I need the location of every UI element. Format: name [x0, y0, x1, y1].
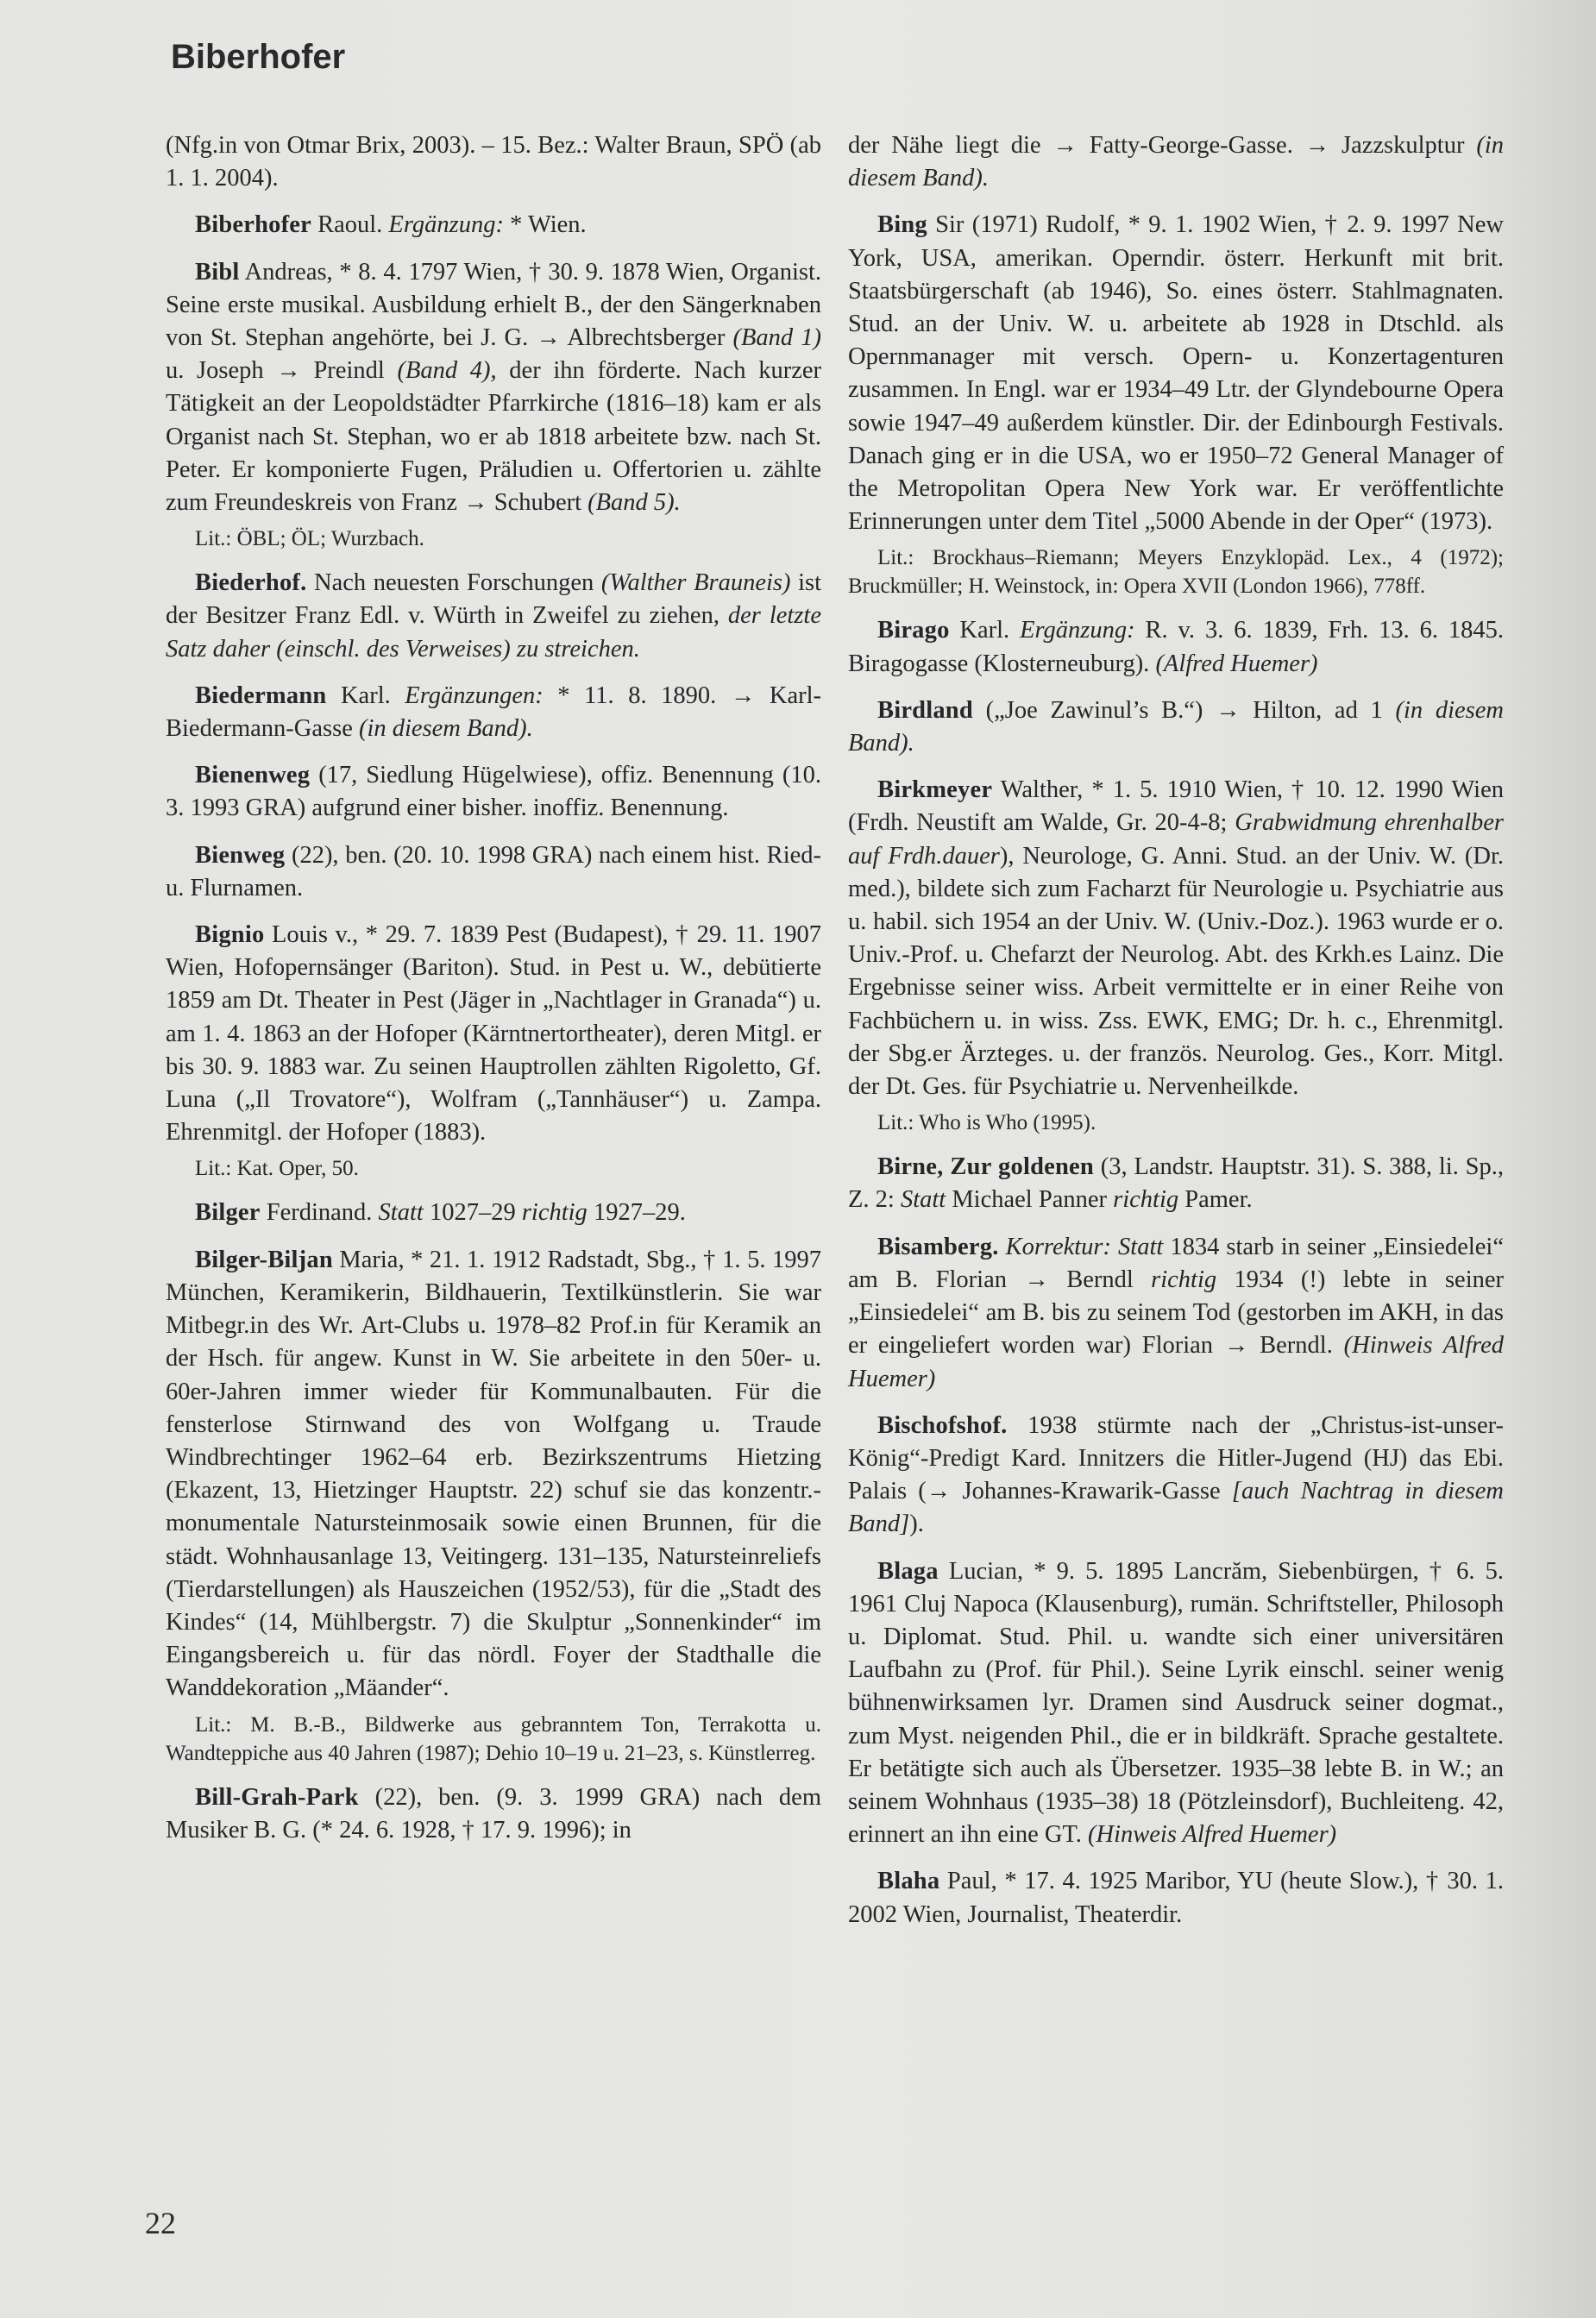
entry-headword: Bischofshof.	[877, 1411, 1008, 1439]
entry-text: 1834 starb in seiner „Einsiedelei“ am B. Florian → Berndl	[848, 1233, 1504, 1293]
entry-text: Karl.	[949, 617, 1021, 644]
entry-text: (22), ben. (20. 10. 1998 GRA) nach einem hist. Ried- u. Flurnamen.	[166, 841, 821, 901]
entry-text: Pamer.	[1178, 1186, 1253, 1214]
italic-text: (Band 4),	[397, 357, 497, 385]
entry-headword: Bignio	[195, 921, 265, 949]
entry-headword: Biberhofer	[195, 211, 311, 239]
entry-headword: Bibl	[195, 258, 240, 286]
entry-text: ).	[909, 1511, 924, 1538]
italic-text: Grabwidmung ehrenhalber auf Frdh.dauer	[848, 809, 1504, 870]
entry-text: Nach neuesten Forschungen	[306, 569, 601, 597]
italic-text: [auch Nachtrag in diesem Band]	[848, 1478, 1504, 1538]
dictionary-entry	[166, 759, 821, 825]
entry-text: Walther, * 1. 5. 1910 Wien, † 10. 12. 1990 Wien (Frdh. Neustift am Walde, Gr. 20-4-8;	[848, 776, 1504, 837]
literature-reference	[166, 1154, 821, 1183]
dictionary-entry	[848, 774, 1504, 1103]
dictionary-entry	[166, 1197, 821, 1229]
dictionary-entry	[166, 567, 821, 666]
entry-text: Lit.: ÖBL; ÖL; Wurzbach.	[195, 527, 424, 551]
italic-text: der letzte Satz daher (einschl. des Verweises) zu streichen.	[166, 602, 821, 663]
italic-text: Statt	[378, 1199, 424, 1227]
dictionary-entry	[848, 1151, 1504, 1216]
dictionary-entry	[848, 1865, 1504, 1931]
entry-headword: Biederhof.	[195, 569, 307, 597]
entry-text: (22), ben. (9. 3. 1999 GRA) nach dem Musiker B. G. (* 24. 6. 1928, † 17. 9. 1996); in	[166, 1783, 821, 1844]
entry-text: Lit.: Who is Who (1995).	[877, 1111, 1096, 1135]
entry-text: der Nähe liegt die → Fatty-George-Gasse. → Jazzskulptur	[848, 132, 1477, 159]
italic-text: (Hinweis Alfred Huemer)	[848, 1332, 1504, 1392]
entry-text: Lit.: Brockhaus–Riemann; Meyers Enzyklopäd. Lex., 4 (1972); Bruckmüller; H. Weinstock, in: Opera XVII (London 1966), 778ff.	[848, 546, 1504, 599]
dictionary-entry	[166, 256, 821, 520]
italic-text: richtig	[521, 1199, 588, 1227]
entry-headword: Bisamberg.	[877, 1233, 999, 1260]
italic-text: (Band 1)	[732, 324, 821, 352]
entry-headword: Biedermann	[195, 682, 327, 709]
dictionary-entry	[166, 1781, 821, 1847]
italic-text: Ergänzung:	[1020, 617, 1135, 644]
entry-text: Lit.: Kat. Oper, 50.	[195, 1157, 359, 1181]
entry-headword: Bienweg	[195, 841, 286, 869]
entry-headword: Birdland	[877, 696, 973, 724]
page-number: 22	[145, 2206, 176, 2240]
dictionary-entry	[166, 919, 821, 1149]
entry-text: 1934 (!) lebte in seiner „Einsiedelei“ am B. bis zu seinem Tod (gestorben im AKH, in das er eingeliefert worden war) Florian → Berndl.	[848, 1266, 1504, 1360]
entry-headword: Blaha	[877, 1868, 940, 1895]
literature-reference	[166, 525, 821, 553]
right-column	[848, 129, 1504, 1945]
dictionary-entry	[166, 209, 821, 242]
entry-text: Maria, * 21. 1. 1912 Radstadt, Sbg., † 1. 5. 1997 München, Keramikerin, Bildhauerin, Textilkünstlerin. Sie war Mitbegr.in des Wr. Art-Clubs u. 1978–82 Prof.in für Keramik an der Hsch. für angew. Kunst in W. Sie arbeitete in den 50er- u. 60er-Jahren immer wieder für Kommunalbauten. Für die fensterlose Stirnwand des von Wolfgang u. Traude Windbrechtinger 1962–64 erb. Bezirkszentrums Hietzing (Ekazent, 13, Hietzinger Hauptstr. 22) schuf sie das konzentr.-monumentale Natursteinmosaik sowie einen Brunnen, für die städt. Wohnhausanlage 13, Veitingerg. 131–135, Natursteinreliefs (Tierdarstellungen) als Hauszeichen (1952/53), für die „Stadt des Kindes“ (14, Mühlbergstr. 7) die Skulptur „Sonnenkinder“ im Eingangsbereich u. für das nördl. Foyer der Stadthalle die Wanddekoration „Mäander“.	[166, 1246, 821, 1702]
entry-text: 1027–29	[423, 1199, 522, 1227]
entry-text: Michael Panner	[946, 1186, 1114, 1214]
dictionary-entry	[166, 839, 821, 905]
italic-text: richtig	[1151, 1266, 1217, 1293]
entry-text: (3, Landstr. Hauptstr. 31). S. 388, li. Sp., Z. 2:	[848, 1153, 1504, 1214]
italic-text: (Alfred Huemer)	[1155, 650, 1318, 677]
entry-text: 1927–29.	[587, 1199, 686, 1227]
entry-headword: Bill-Grah-Park	[195, 1783, 359, 1811]
entry-text: („Joe Zawinul’s B.“) → Hilton, ad 1	[972, 696, 1396, 724]
entry-headword: Birago	[877, 617, 950, 644]
literature-reference	[848, 543, 1504, 600]
italic-text: (Hinweis Alfred Huemer)	[1088, 1821, 1337, 1849]
entry-text: (Nfg.in von Otmar Brix, 2003). – 15. Bez.: Walter Braun, SPÖ (ab 1. 1. 2004).	[166, 132, 821, 192]
entry-headword: Blaga	[877, 1557, 939, 1585]
entry-continuation	[166, 129, 821, 195]
entry-text: * Wien.	[503, 211, 587, 239]
entry-text: R. v. 3. 6. 1839, Frh. 13. 6. 1845. Biragogasse (Klosterneuburg).	[848, 617, 1504, 677]
entry-text: Ferdinand.	[260, 1199, 379, 1227]
entry-headword: Bienenweg	[195, 762, 311, 789]
entry-text: ist der Besitzer Franz Edl. v. Würth in Zweifel zu ziehen,	[166, 569, 822, 630]
entry-text: ), Neurologe, G. Anni. Stud. an der Univ. W. (Dr. med.), bildete sich zum Facharzt für Neurologie u. Psychiatrie aus u. habil. sich 1954 an der Univ. W. (Univ.-Doz.). 1963 wurde er o. Univ.-Prof. u. Chefarzt der Neurolog. Abt. des Krkh.es Lainz. Die Ergebnisse seiner wiss. Arbeit vermittelte er in einer Reihe von Fachbüchern u. in wiss. Zss. EWK, EMG; Dr. h. c., Ehrenmitgl. der Sbg.er Ärzteges. u. der französ. Neurolog. Ges., Korr. Mitgl. der Dt. Ges. für Psychiatrie u. Nervenheilkde.	[848, 842, 1504, 1101]
dictionary-entry	[848, 1410, 1504, 1542]
entry-text: 1938 stürmte nach der „Christus-ist-unser-König“-Predigt Kard. Innitzers die Hitler-Jugend (HJ) das Ebi. Palais (→ Johannes-Krawarik-Gasse	[848, 1411, 1504, 1505]
entry-text: Raoul.	[311, 211, 389, 239]
entry-text: der ihn förderte. Nach kurzer Tätigkeit an der Leopoldstädter Pfarrkirche (1816–18) kam er als Organist nach St. Stephan, wo er ab 1818 arbeitete bzw. nach St. Peter. Er komponierte Fugen, Präludien u. Offertorien u. zählte zum Freundeskreis von Franz → Schubert	[166, 357, 821, 517]
italic-text: (in diesem Band).	[848, 696, 1504, 757]
dictionary-entry	[848, 694, 1504, 760]
dictionary-entry	[166, 680, 821, 745]
italic-text: (Band 5).	[588, 489, 681, 517]
entry-text: Lit.: M. B.-B., Bildwerke aus gebranntem Ton, Terrakotta u. Wandteppiche aus 40 Jahren (1987); Dehio 10–19 u. 21–23, s. Künstlerreg.	[166, 1712, 821, 1765]
entry-text	[999, 1234, 1006, 1260]
italic-text: Korrektur: Statt	[1005, 1233, 1164, 1260]
entry-headword: Bilger-Biljan	[195, 1246, 333, 1273]
entry-text: Lucian, * 9. 5. 1895 Lancrăm, Siebenbürgen, † 6. 5. 1961 Cluj Napoca (Klausenburg), rumän. Schriftsteller, Philosoph u. Diplomat. Stud. Phil. u. wandte sich einer universitären Laufbahn zu (Prof. für Phil.). Seine Lyrik einschl. seiner wenig bühnenwirksamen lyr. Dramen sind Ausdruck seiner dogmat., zum Myst. neigenden Phil., die er in bildkräft. Sprache gestaltete. Er betätigte sich auch als Übersetzer. 1935–38 lebte B. in W.; an seinem Wohnhaus (1935–38) 18 (Pötzleinsdorf), Buchleiteng. 42, erinnert an ihn eine GT.	[848, 1557, 1504, 1849]
dictionary-entry	[848, 209, 1504, 538]
italic-text: (in diesem Band).	[358, 715, 533, 743]
entry-text: u. Joseph → Preindl	[166, 357, 398, 385]
entry-text: Andreas, * 8. 4. 1797 Wien, † 30. 9. 1878 Wien, Organist. Seine erste musikal. Ausbildung erhielt B., der den Sängerknaben von St. Stephan angehörte, bei J. G. → Albrechtsberger	[166, 258, 821, 352]
italic-text: richtig	[1113, 1186, 1179, 1214]
italic-text: (Walther Brauneis)	[600, 569, 791, 597]
entry-continuation	[848, 129, 1504, 195]
dictionary-entry	[848, 1231, 1504, 1396]
dictionary-entry	[848, 614, 1504, 680]
literature-reference	[848, 1109, 1504, 1137]
entry-text: * 11. 8. 1890. → Karl-Biedermann-Gasse	[166, 682, 821, 743]
entry-text: Sir (1971) Rudolf, * 9. 1. 1902 Wien, † 2. 9. 1997 New York, USA, amerikan. Operndir. österr. Herkunft mit brit. Staatsbürgerschaft (ab 1946), So. eines österr. Stahlmagnaten. Stud. an der Univ. W. u. arbeitete ab 1928 in Dtschld. als Opernmanager mit versch. Opern- u. Konzertagenturen zusammen. In Engl. war er 1934–49 Ltr. der Glyndebourne Opera sowie 1947–49 außerdem künstler. Dir. der Edinbourgh Festivals. Danach ging er in die USA, wo er 1950–72 General Manager of the Metropolitan Opera New York war. Er veröffentlichte Erinnerungen unter dem Titel „5000 Abende in der Oper“ (1973).	[848, 211, 1504, 536]
entry-headword: Bilger	[195, 1199, 261, 1227]
italic-text: Ergänzungen:	[405, 682, 544, 709]
entry-headword: Birkmeyer	[877, 776, 993, 804]
dictionary-entry	[166, 1244, 821, 1706]
entry-text: Louis v., * 29. 7. 1839 Pest (Budapest), † 29. 11. 1907 Wien, Hofopernsänger (Bariton). Stud. in Pest u. W., debütierte 1859 am Dt. Theater in Pest (Jäger in „Nachtlager in Granada“) u. am 1. 4. 1863 an der Hofoper (Kärntnertortheater), deren Mitgl. er bis 30. 9. 1883 war. Zu seinen Hauptrollen zählten Rigoletto, Gf. Luna („Il Trovatore“), Wolfram („Tannhäuser“) u. Zampa. Ehrenmitgl. der Hofoper (1883).	[166, 921, 821, 1146]
italic-text: (in diesem Band).	[848, 132, 1504, 192]
entry-text: (17, Siedlung Hügelwiese), offiz. Benennung (10. 3. 1993 GRA) aufgrund einer bisher. inoffiz. Benennung.	[166, 762, 821, 822]
italic-text: Statt	[900, 1186, 946, 1214]
left-column	[166, 129, 821, 1861]
entry-text: Karl.	[326, 682, 405, 709]
entry-text: Paul, * 17. 4. 1925 Maribor, YU (heute Slow.), † 30. 1. 2002 Wien, Journalist, Theaterdir.	[848, 1868, 1504, 1928]
running-head: Biberhofer	[171, 38, 346, 76]
entry-headword: Birne, Zur goldenen	[877, 1153, 1094, 1181]
dictionary-entry	[848, 1555, 1504, 1852]
italic-text: Ergänzung:	[388, 211, 504, 239]
literature-reference	[166, 1711, 821, 1768]
entry-headword: Bing	[877, 211, 927, 239]
